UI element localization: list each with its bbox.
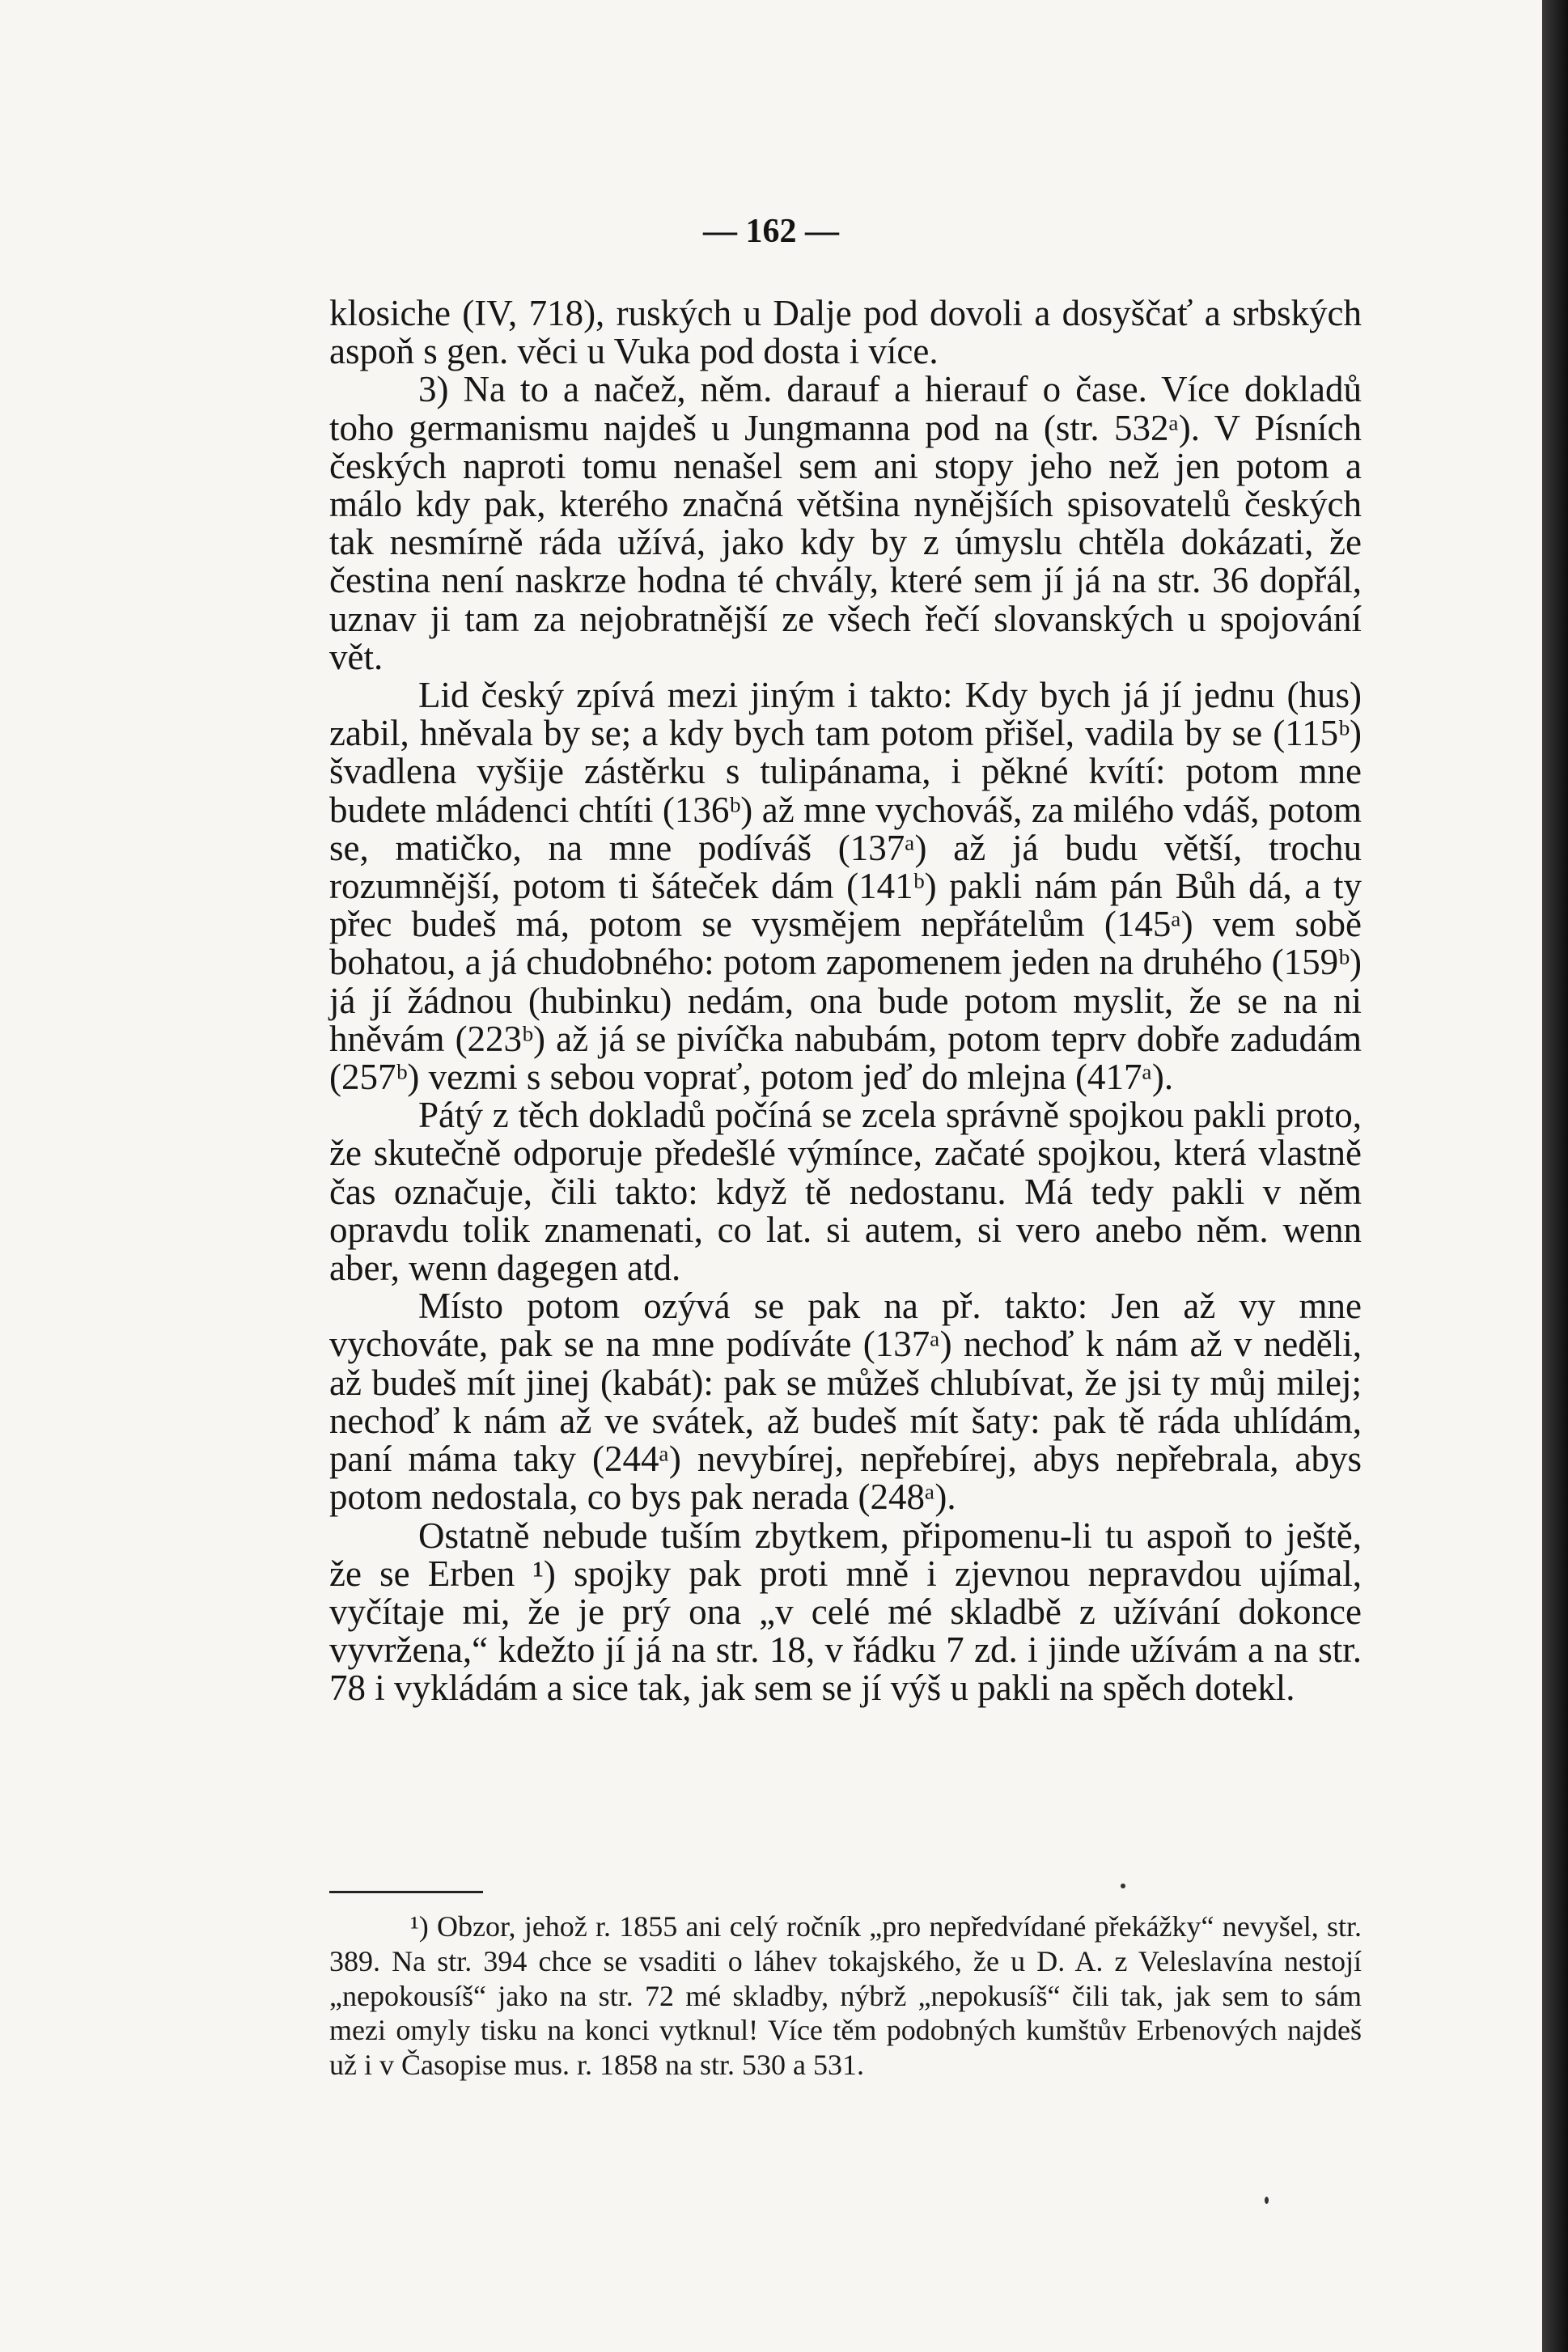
paragraph: Ostatně nebude tuším zbytkem, připomenu-li tu aspoň to ještě, že se Erben ¹) spojky pak proti mně i zjevnou nepravdou ujímal, vyčítaje mi, že je prý ona „v celé mé skladbě z užívání dokonce vyvržena,“ kdežto jí já na str. 18, v řádku 7 zd. i jinde užívám a na str. 78 i vykládám a sice tak, jak sem se jí výš u pakli na spěch dotekl. bbox=[329, 1515, 1362, 1709]
footnotes bbox=[329, 1909, 1362, 2083]
paragraph: Pátý z těch dokladů počíná se zcela správně spojkou pakli proto, že skutečně odporuje předešlé výmínce, začaté spojkou, která vlastně čas označuje, čili takto: když tě nedostanu. Má tedy pakli v něm opravdu tolik znamenati, co lat. si autem, si vero anebo něm. wenn aber, wenn dagegen atd. bbox=[329, 1095, 1362, 1289]
page-number: — 162 — bbox=[703, 213, 839, 250]
paragraph: klosiche (IV, 718), ruských u Dalje pod dovoli a dosyščať a srbských aspoň s gen. věci u Vuka pod dosta i více. bbox=[329, 293, 1362, 372]
scan-speck bbox=[1121, 1884, 1125, 1888]
body-text bbox=[329, 295, 1362, 1708]
paragraph: Místo potom ozývá se pak na př. takto: Jen až vy mne vychováte, pak se na mne podíváte (137ᵃ) nechoď k nám až v neděli, až budeš mít jinej (kabát): pak se můžeš chlubívat, že jsi ty můj milej; nechoď k nám až ve svátek, až budeš mít šaty: pak tě ráda uhlídám, paní máma taky (244ᵃ) nevybírej, nepřebírej, abys nepřebrala, abys potom nedostala, co bys pak nerada (248ᵃ). bbox=[329, 1286, 1362, 1518]
footnote-divider bbox=[329, 1891, 483, 1893]
paragraph: Lid český zpívá mezi jiným i takto: Kdy bych já jí jednu (hus) zabil, hněvala by se; a kdy bych tam potom přišel, vadila by se (115ᵇ) švadlena vyšije zástěrku s tulipánama, i pěkné kvítí: potom mne budete mládenci chtíti (136ᵇ) až mne vychováš, za milého vdáš, potom se, matičko, na mne podíváš (137ᵃ) až já budu větší, trochu rozumnější, potom ti šáteček dám (141ᵇ) pakli nám pán Bůh dá, a ty přec budeš má, potom se vysmějem nepřátelům (145ᵃ) vem sobě bohatou, a já chudobného: potom zapomenem jeden na druhého (159ᵇ) já jí žádnou (hubinku) nedám, ona bude potom myslit, že se na ni hněvám (223ᵇ) až já se pivíčka nabubám, potom teprv dobře zadudám (257ᵇ) vezmi s sebou voprať, potom jeď do mlejna (417ᵃ). bbox=[329, 675, 1362, 1098]
footnote: ¹) Obzor, jehož r. 1855 ani celý ročník „pro nepředvídané překážky“ nevyšel, str. 389. Na str. 394 chce se vsaditi o láhev tokajského, že u D. A. z Veleslavína nestojí „nepokousíš“ jako na str. 72 mé skladby, nýbrž „nepokusíš“ čili tak, jak sem to sám mezi omyly tisku na konci vytknul! Více těm podobných kumštův Erbenových najdeš už i v Časopise mus. r. 1858 na str. 530 a 531. bbox=[329, 1910, 1362, 2082]
scan-border bbox=[1542, 0, 1568, 2352]
paragraph: 3) Na to a načež, něm. darauf a hierauf o čase. Více dokladů toho germanismu najdeš u Jungmanna pod na (str. 532ᵃ). V Písních českých naproti tomu nenašel sem ani stopy jeho než jen potom a málo kdy pak, kterého značná většina nynějších spisovatelů českých tak nesmírně ráda užívá, jako kdy by z úmyslu chtěla dokázati, že čestina není naskrze hodna té chvály, které sem jí já na str. 36 dopřál, uznav ji tam za nejobratnější ze všech řečí slovanských u spojování vět. bbox=[329, 369, 1362, 677]
scan-speck bbox=[1265, 2197, 1269, 2204]
